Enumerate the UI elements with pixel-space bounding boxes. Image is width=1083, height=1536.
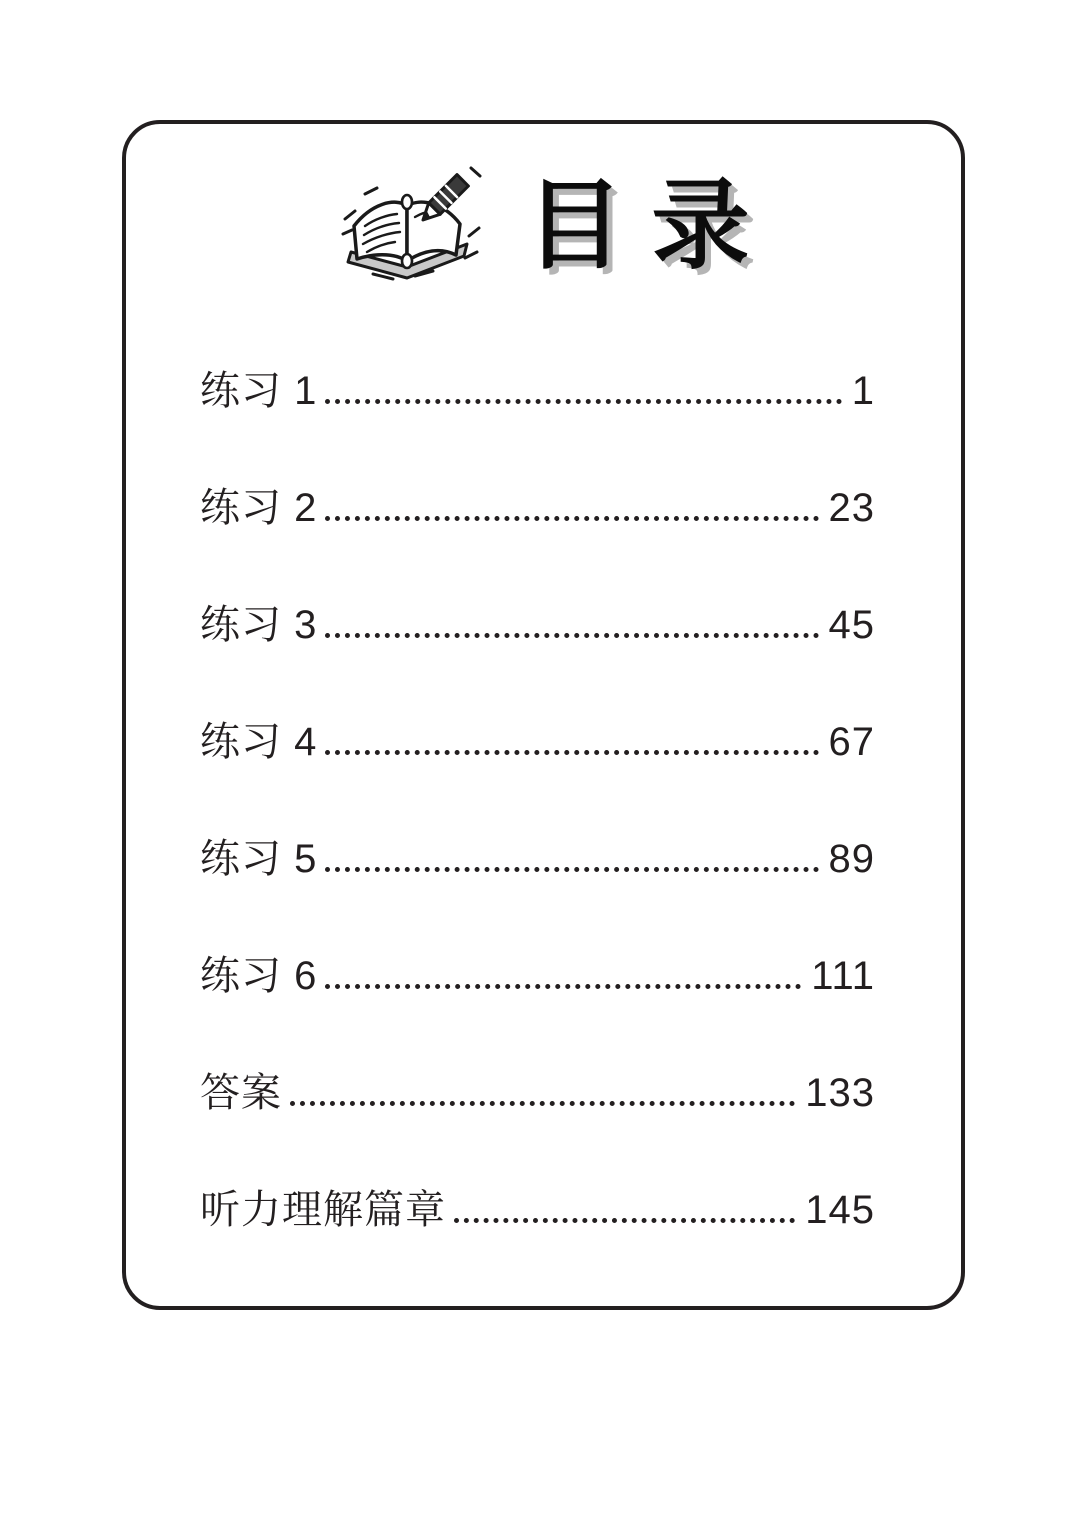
toc-entry-label: 听力理解篇章 xyxy=(200,1188,446,1232)
dot-leader xyxy=(325,633,818,638)
dot-leader xyxy=(290,1101,795,1106)
toc-entry xyxy=(200,601,875,649)
header xyxy=(126,164,961,286)
toc-entry-page: 23 xyxy=(828,486,875,530)
toc-entry-page: 67 xyxy=(828,720,875,764)
toc-entry-label: 练习 3 xyxy=(200,603,318,647)
toc-entry-label: 练习 5 xyxy=(200,837,318,881)
toc-entry-label: 练习 6 xyxy=(200,954,318,998)
toc-list xyxy=(200,367,875,1234)
toc-entry-page: 145 xyxy=(805,1188,875,1232)
toc-entry xyxy=(200,1186,875,1234)
toc-entry xyxy=(200,718,875,766)
toc-entry xyxy=(200,835,875,883)
toc-entry-page: 89 xyxy=(828,837,875,881)
dot-leader xyxy=(325,516,818,521)
dot-leader xyxy=(325,867,818,872)
toc-entry-label: 练习 2 xyxy=(200,486,318,530)
toc-entry xyxy=(200,484,875,532)
dot-leader xyxy=(325,750,818,755)
toc-entry-page: 45 xyxy=(828,603,875,647)
toc-entry xyxy=(200,367,875,415)
dot-leader xyxy=(325,399,841,404)
toc-entry xyxy=(200,1069,875,1117)
toc-entry-page: 133 xyxy=(805,1071,875,1115)
toc-entry-label: 练习 4 xyxy=(200,720,318,764)
toc-entry-label: 练习 1 xyxy=(200,369,318,413)
dot-leader xyxy=(325,984,801,989)
toc-entry-page: 1 xyxy=(851,369,875,413)
dot-leader xyxy=(454,1218,795,1223)
content-frame xyxy=(122,120,965,1310)
page-title: 目录 xyxy=(525,170,778,280)
toc-entry xyxy=(200,952,875,1000)
open-book-with-pencil-icon xyxy=(337,164,487,286)
toc-entry-label: 答案 xyxy=(200,1071,282,1115)
toc-entry-page: 111 xyxy=(811,954,875,998)
